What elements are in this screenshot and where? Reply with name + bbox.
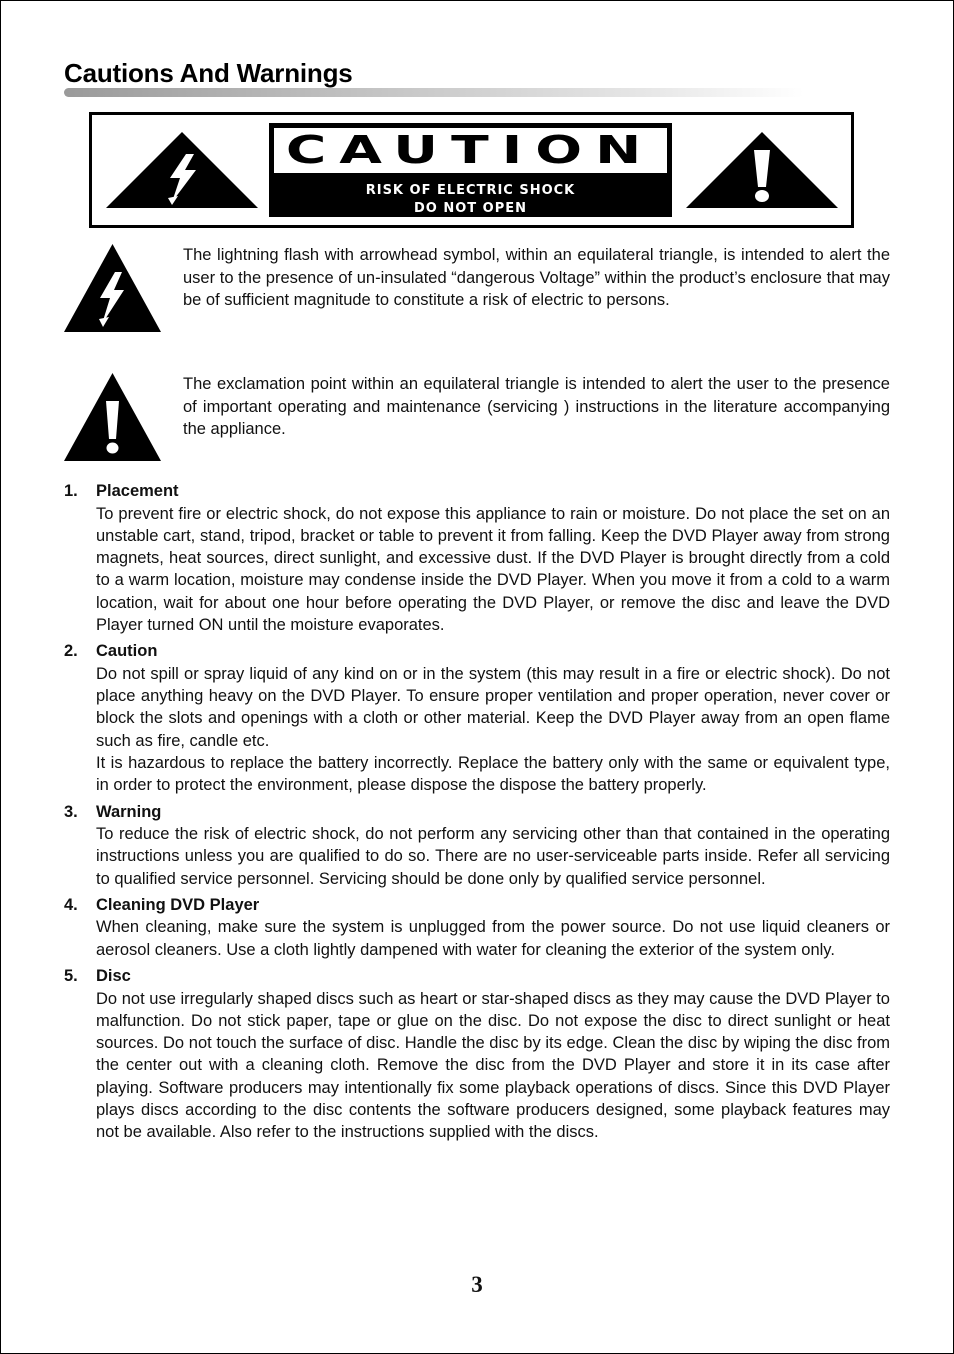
item-number: 4. (64, 895, 78, 914)
list-item (64, 965, 890, 1144)
lightning-triangle-icon (106, 132, 258, 208)
caution-label (269, 123, 672, 217)
item-title: Caution (96, 642, 158, 661)
item-title: Placement (96, 482, 179, 500)
item-paragraph: To prevent fire or electric shock, do not expose this appliance to rain or moisture. Do not place the set on an unstable cart, stand, tripod, bracket or table to prevent it from falling. Keep the DVD Player away from strong magnets, heat sources, direct sunlight, and excessive dust. If the DVD Player is brought directly from a cold to a warm location, moisture may condense inside the DVD Player. When you move it from a cold to a warm location, wait for about one hour before operating the DVD Player, or remove the disc and leave the DVD Player turned ON until the moisture evaporates. (96, 504, 890, 634)
list-item (64, 801, 890, 890)
item-number: 5. (64, 967, 78, 986)
page-number: 3 (471, 1272, 483, 1297)
caution-word: CAUTION (286, 128, 655, 172)
item-title: Warning (96, 802, 162, 821)
list-item (64, 894, 890, 961)
lightning-symbol-row (64, 244, 890, 334)
item-paragraph: Do not spill or spray liquid of any kind on or in the system (this may result in a fire or electric shock). Do not place anything heavy on the DVD Player. To ensure proper ventilation and proper operation, never cover or block the slots and openings with a cloth or other material. Keep the DVD Player away from an open flame such as fire, candle etc. (96, 664, 890, 750)
exclamation-symbol-row (64, 373, 890, 463)
lightning-triangle-icon (64, 244, 161, 332)
item-paragraph: When cleaning, make sure the system is unplugged from the power source. Do not use liquid cleaners or aerosol cleaners. Use a cloth lightly dampened with water for cleaning the exterior of the system only. (96, 918, 890, 959)
item-title: Cleaning DVD Player (96, 895, 260, 914)
item-paragraph: It is hazardous to replace the battery incorrectly. Replace the battery only with the same or equivalent type, in order to protect the environment, please dispose the dispose the battery properly. (96, 753, 890, 795)
item-number: 2. (64, 642, 78, 661)
list-item (64, 480, 890, 636)
page-title: Cautions And Warnings (64, 58, 353, 88)
title-underline (64, 88, 804, 97)
exclamation-triangle-icon (686, 132, 838, 208)
item-number: 1. (64, 482, 78, 500)
warnings-list (64, 480, 890, 1148)
item-paragraph: To reduce the risk of electric shock, do not perform any servicing other than that contained in the operating instructions unless you are qualified to do so. There are no user-serviceable parts inside. Refer all servicing to qualified service personnel. Servicing should be done only by qualified service personnel. (96, 825, 890, 888)
lightning-symbol-description: The lightning flash with arrowhead symbol, within an equilateral triangle, is intended to alert the user to the presence of un-insulated “dangerous Voltage” within the product’s enclosure that may be of sufficient magnitude to constitute a risk of electric to persons. (183, 246, 890, 309)
caution-line-2: DO NOT OPEN (413, 201, 528, 216)
caution-label-box (89, 112, 854, 228)
caution-line-1: RISK OF ELECTRIC SHOCK (365, 183, 576, 198)
item-number: 3. (64, 802, 78, 821)
exclamation-triangle-icon (64, 373, 161, 461)
item-title: Disc (96, 967, 131, 986)
list-item (64, 640, 890, 796)
item-paragraph: Do not use irregularly shaped discs such as heart or star-shaped discs as they may cause the DVD Player to malfunction. Do not stick paper, tape or glue on the disc. Do not expose the disc to direct sunlight or heat sources. Do not touch the surface of disc. Handle the disc by its edge. Clean the disc by wiping the disc from the center out with a cleaning cloth. Remove the disc from the DVD Player and store it in its case after playing. Software producers may intentionally fix some playback operations of discs. Since this DVD Player plays discs according to the disc contents the software producers designed, some playback features may not be available. Also refer to the instructions supplied with the discs. (96, 989, 890, 1142)
exclamation-symbol-description: The exclamation point within an equilateral triangle is intended to alert the user to the presence of important operating and maintenance (servicing ) instructions in the literature accompanying the appliance. (183, 375, 890, 438)
